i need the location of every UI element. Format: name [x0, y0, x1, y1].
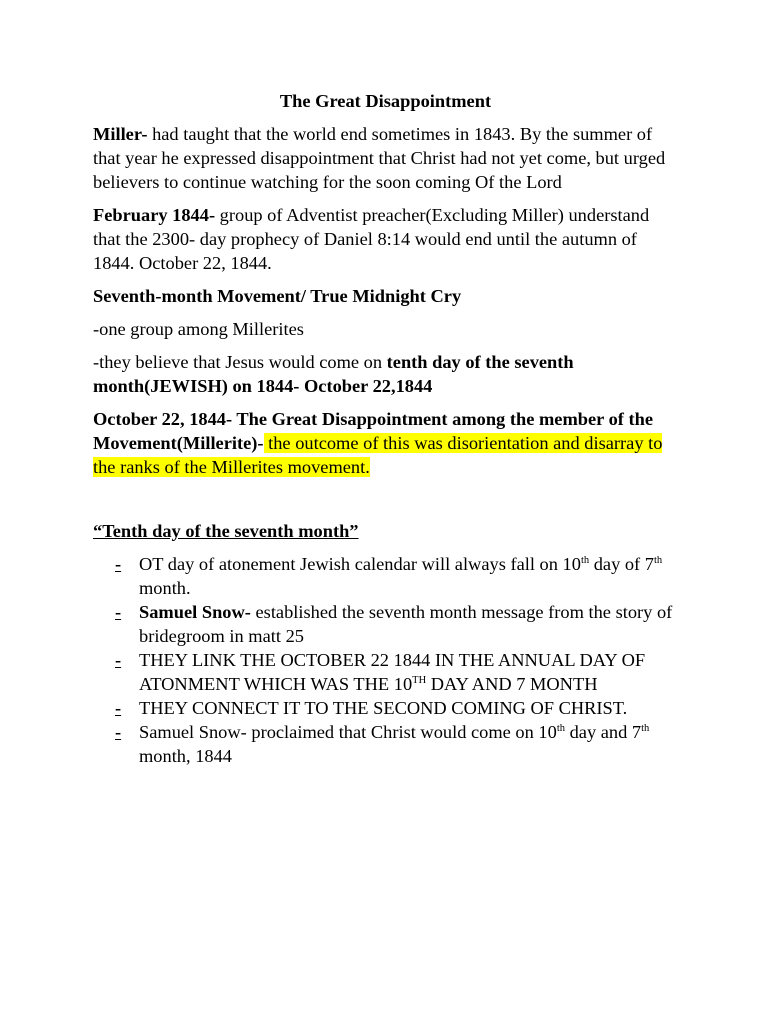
list-item-text: OT day of atonement Jewish calendar will always fall on 10 [139, 554, 581, 574]
bullet-dash: - [115, 722, 122, 742]
list-item-bold-lead: Samuel Snow- [139, 602, 251, 622]
superscript: TH [412, 674, 427, 686]
paragraph-february-lead: February 1844- [93, 205, 216, 225]
section-heading-tenth-day: “Tenth day of the seventh month” [93, 521, 359, 541]
list-item-text: THEY LINK THE OCTOBER 22 1844 IN THE ANNUAL DAY OF ATONMENT WHICH WAS THE 10 [139, 650, 646, 694]
list-item [93, 720, 678, 768]
list-item-text: month. [139, 578, 191, 598]
movement-line-two-plain: -they believe that Jesus would come on [93, 352, 387, 372]
superscript: th [556, 722, 565, 734]
paragraph-october-bold: October 22, 1844- The Great Disappointment among the member of the Movement(Millerite)- [93, 409, 654, 453]
paragraph-miller [93, 122, 678, 194]
list-item-text: DAY AND 7 MONTH [426, 674, 598, 694]
list-item-text: day and 7 [564, 722, 642, 742]
list-item-text: day of 7 [589, 554, 654, 574]
superscript: th [653, 554, 663, 566]
highlighted-outcome-text: the outcome of this was disorientation and disarray to the ranks of the Millerites movement. [93, 433, 663, 477]
movement-line-two-bold: tenth day of the seventh month(JEWISH) on 1844- October 22,1844 [93, 352, 574, 396]
superscript: th [580, 554, 590, 566]
list-item [93, 696, 678, 720]
list-item-text: Samuel Snow- proclaimed that Christ would come on 10 [139, 722, 557, 742]
list-item [93, 648, 678, 696]
paragraph-miller-text: had taught that the world end sometimes in 1843. By the summer of that year he expressed disappointment that Christ had not yet come, but urged believers to continue watching for the soon coming Of the Lord [93, 124, 666, 192]
list-item-text: THEY CONNECT IT TO THE SECOND COMING OF CHRIST. [139, 698, 628, 718]
document-title: The Great Disappointment [279, 91, 492, 111]
bullet-list [93, 552, 678, 768]
movement-line-two [93, 350, 678, 398]
list-item-text: established the seventh month message from the story of bridegroom in matt 25 [139, 602, 673, 646]
bullet-dash: - [115, 554, 122, 574]
bullet-dash: - [115, 650, 122, 670]
list-item [93, 552, 678, 600]
bullet-dash: - [115, 698, 122, 718]
paragraph-miller-lead: Miller- [93, 124, 148, 144]
list-item-text: month, 1844 [139, 746, 232, 766]
list-item [93, 600, 678, 648]
paragraph-february-1844 [93, 203, 678, 275]
movement-heading [93, 284, 678, 308]
movement-heading-text: Seventh-month Movement/ True Midnight Cry [93, 286, 462, 306]
document-page [93, 89, 678, 768]
paragraph-february-text: group of Adventist preacher(Excluding Miller) understand that the 2300- day prophecy of Daniel 8:14 would end until the autumn of 1844. October 22, 1844. [93, 205, 650, 273]
paragraph-october-22 [93, 407, 678, 479]
movement-line-one: -one group among Millerites [93, 319, 304, 339]
bullet-dash: - [115, 602, 122, 622]
superscript: th [641, 722, 650, 734]
